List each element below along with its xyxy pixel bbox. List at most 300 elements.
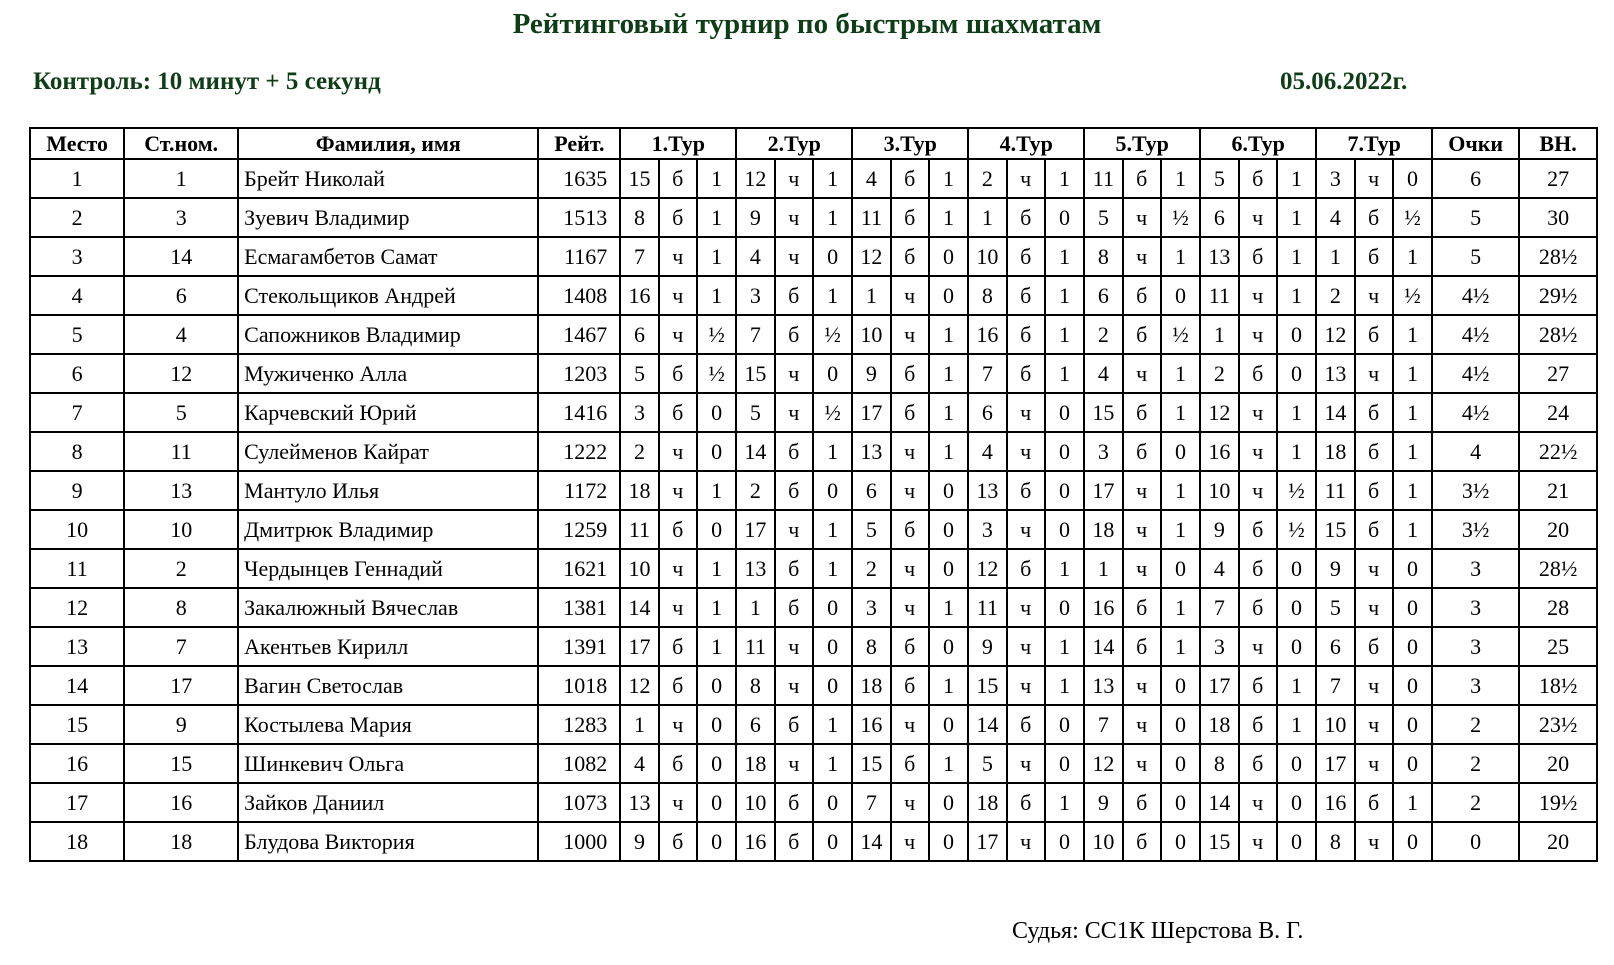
round-7-result-cell: 0 (1393, 549, 1432, 588)
round-1-color-cell: ч (659, 315, 697, 354)
round-3-color-cell: б (891, 237, 929, 276)
round-5-color-cell: б (1123, 783, 1161, 822)
round-7-color-cell: ч (1355, 549, 1393, 588)
place-cell: 6 (30, 354, 124, 393)
round-2-result-cell: 1 (813, 744, 852, 783)
round-4-color-cell: б (1007, 237, 1045, 276)
round-5-color-cell: ч (1123, 237, 1161, 276)
player-name-cell: Акентьев Кирилл (238, 627, 538, 666)
round-4-opponent-cell: 16 (968, 315, 1006, 354)
round-2-opponent-cell: 8 (736, 666, 774, 705)
round-4-color-cell: ч (1007, 432, 1045, 471)
round-7-opponent-cell: 1 (1316, 237, 1354, 276)
round-7-color-cell: ч (1355, 822, 1393, 861)
round-7-color-cell: ч (1355, 354, 1393, 393)
round-3-opponent-cell: 10 (852, 315, 890, 354)
round-1-result-cell: 1 (697, 549, 736, 588)
round-7-opponent-cell: 8 (1316, 822, 1354, 861)
round-6-color-cell: ч (1239, 471, 1277, 510)
header-rating: Рейт. (538, 128, 620, 159)
player-name-cell: Карчевский Юрий (238, 393, 538, 432)
round-3-result-cell: 0 (929, 783, 968, 822)
round-7-opponent-cell: 15 (1316, 510, 1354, 549)
points-cell: 2 (1432, 744, 1519, 783)
rating-cell: 1000 (538, 822, 620, 861)
round-1-opponent-cell: 10 (620, 549, 658, 588)
round-6-color-cell: б (1239, 510, 1277, 549)
round-6-result-cell: 1 (1277, 159, 1316, 198)
round-7-color-cell: ч (1355, 705, 1393, 744)
round-5-opponent-cell: 9 (1084, 783, 1122, 822)
round-7-result-cell: 1 (1393, 393, 1432, 432)
table-row (30, 315, 1597, 354)
round-5-opponent-cell: 8 (1084, 237, 1122, 276)
round-3-color-cell: ч (891, 588, 929, 627)
round-1-opponent-cell: 2 (620, 432, 658, 471)
header-place: Место (30, 128, 124, 159)
round-6-opponent-cell: 18 (1200, 705, 1238, 744)
points-cell: 4½ (1432, 315, 1519, 354)
round-3-opponent-cell: 13 (852, 432, 890, 471)
round-2-color-cell: ч (775, 198, 813, 237)
round-5-color-cell: ч (1123, 705, 1161, 744)
round-3-result-cell: 0 (929, 705, 968, 744)
round-2-result-cell: ½ (813, 393, 852, 432)
round-5-color-cell: ч (1123, 666, 1161, 705)
standings-body (30, 159, 1597, 861)
round-1-color-cell: ч (659, 783, 697, 822)
points-cell: 3 (1432, 666, 1519, 705)
round-5-opponent-cell: 14 (1084, 627, 1122, 666)
round-2-color-cell: ч (775, 666, 813, 705)
header-round-1: 1.Тур (620, 128, 736, 159)
round-5-opponent-cell: 10 (1084, 822, 1122, 861)
points-cell: 4½ (1432, 276, 1519, 315)
round-1-result-cell: 1 (697, 276, 736, 315)
start-number-cell: 6 (124, 276, 238, 315)
round-4-result-cell: 1 (1045, 315, 1084, 354)
header-points: Очки (1432, 128, 1519, 159)
round-1-opponent-cell: 7 (620, 237, 658, 276)
player-name-cell: Мантуло Илья (238, 471, 538, 510)
round-1-color-cell: ч (659, 705, 697, 744)
judge-signature: Судья: СС1К Шерстова В. Г. (1012, 918, 1304, 944)
round-7-opponent-cell: 13 (1316, 354, 1354, 393)
start-number-cell: 10 (124, 510, 238, 549)
round-1-result-cell: 0 (697, 783, 736, 822)
round-2-result-cell: 1 (813, 432, 852, 471)
round-2-color-cell: б (775, 549, 813, 588)
round-3-color-cell: б (891, 159, 929, 198)
points-cell: 4½ (1432, 354, 1519, 393)
round-5-opponent-cell: 15 (1084, 393, 1122, 432)
player-name-cell: Сапожников Владимир (238, 315, 538, 354)
tiebreak-cell: 28½ (1519, 237, 1597, 276)
round-1-opponent-cell: 1 (620, 705, 658, 744)
round-4-opponent-cell: 8 (968, 276, 1006, 315)
tiebreak-cell: 25 (1519, 627, 1597, 666)
table-row (30, 588, 1597, 627)
points-cell: 3 (1432, 588, 1519, 627)
rating-cell: 1416 (538, 393, 620, 432)
table-row (30, 393, 1597, 432)
round-5-color-cell: ч (1123, 198, 1161, 237)
round-2-opponent-cell: 1 (736, 588, 774, 627)
round-5-result-cell: ½ (1161, 198, 1200, 237)
round-4-result-cell: 1 (1045, 354, 1084, 393)
place-cell: 11 (30, 549, 124, 588)
round-6-color-cell: б (1239, 666, 1277, 705)
round-5-color-cell: ч (1123, 471, 1161, 510)
round-7-opponent-cell: 10 (1316, 705, 1354, 744)
round-3-color-cell: ч (891, 705, 929, 744)
round-7-color-cell: ч (1355, 588, 1393, 627)
tiebreak-cell: 22½ (1519, 432, 1597, 471)
round-6-result-cell: 1 (1277, 198, 1316, 237)
round-5-color-cell: б (1123, 432, 1161, 471)
round-5-opponent-cell: 12 (1084, 744, 1122, 783)
round-1-opponent-cell: 9 (620, 822, 658, 861)
round-3-result-cell: 1 (929, 315, 968, 354)
round-5-color-cell: б (1123, 627, 1161, 666)
player-name-cell: Блудова Виктория (238, 822, 538, 861)
round-3-result-cell: 0 (929, 822, 968, 861)
round-2-color-cell: ч (775, 627, 813, 666)
round-3-result-cell: 1 (929, 666, 968, 705)
start-number-cell: 16 (124, 783, 238, 822)
round-2-opponent-cell: 2 (736, 471, 774, 510)
round-2-result-cell: 1 (813, 705, 852, 744)
round-3-opponent-cell: 14 (852, 822, 890, 861)
round-2-opponent-cell: 12 (736, 159, 774, 198)
table-row (30, 705, 1597, 744)
round-6-color-cell: ч (1239, 822, 1277, 861)
player-name-cell: Шинкевич Ольга (238, 744, 538, 783)
round-1-opponent-cell: 15 (620, 159, 658, 198)
round-4-opponent-cell: 7 (968, 354, 1006, 393)
round-2-result-cell: 1 (813, 276, 852, 315)
round-1-color-cell: ч (659, 588, 697, 627)
place-cell: 14 (30, 666, 124, 705)
round-3-color-cell: ч (891, 315, 929, 354)
round-5-color-cell: ч (1123, 510, 1161, 549)
round-2-opponent-cell: 9 (736, 198, 774, 237)
round-1-color-cell: б (659, 822, 697, 861)
round-6-opponent-cell: 15 (1200, 822, 1238, 861)
points-cell: 3 (1432, 627, 1519, 666)
round-6-color-cell: б (1239, 744, 1277, 783)
round-3-result-cell: 0 (929, 627, 968, 666)
round-5-opponent-cell: 2 (1084, 315, 1122, 354)
round-7-result-cell: 0 (1393, 822, 1432, 861)
round-1-color-cell: ч (659, 432, 697, 471)
round-6-result-cell: ½ (1277, 510, 1316, 549)
round-7-result-cell: 0 (1393, 627, 1432, 666)
round-1-opponent-cell: 13 (620, 783, 658, 822)
round-5-opponent-cell: 16 (1084, 588, 1122, 627)
table-row (30, 432, 1597, 471)
round-7-opponent-cell: 7 (1316, 666, 1354, 705)
points-cell: 2 (1432, 783, 1519, 822)
points-cell: 3½ (1432, 471, 1519, 510)
place-cell: 15 (30, 705, 124, 744)
round-2-color-cell: б (775, 432, 813, 471)
round-1-opponent-cell: 17 (620, 627, 658, 666)
round-1-result-cell: 0 (697, 510, 736, 549)
start-number-cell: 17 (124, 666, 238, 705)
round-7-result-cell: ½ (1393, 198, 1432, 237)
round-1-color-cell: ч (659, 276, 697, 315)
round-3-result-cell: 1 (929, 198, 968, 237)
round-2-color-cell: б (775, 276, 813, 315)
round-3-opponent-cell: 1 (852, 276, 890, 315)
round-6-result-cell: 0 (1277, 783, 1316, 822)
place-cell: 4 (30, 276, 124, 315)
round-1-color-cell: ч (659, 471, 697, 510)
round-1-color-cell: б (659, 159, 697, 198)
start-number-cell: 11 (124, 432, 238, 471)
rating-cell: 1408 (538, 276, 620, 315)
round-2-result-cell: ½ (813, 315, 852, 354)
round-4-result-cell: 0 (1045, 393, 1084, 432)
round-7-result-cell: 0 (1393, 705, 1432, 744)
round-2-result-cell: 0 (813, 588, 852, 627)
round-7-result-cell: 1 (1393, 315, 1432, 354)
start-number-cell: 1 (124, 159, 238, 198)
table-row (30, 198, 1597, 237)
round-5-color-cell: ч (1123, 744, 1161, 783)
round-7-result-cell: 1 (1393, 237, 1432, 276)
round-1-opponent-cell: 14 (620, 588, 658, 627)
round-3-color-cell: ч (891, 783, 929, 822)
table-row (30, 276, 1597, 315)
round-5-color-cell: б (1123, 276, 1161, 315)
round-5-result-cell: 1 (1161, 510, 1200, 549)
start-number-cell: 5 (124, 393, 238, 432)
round-6-result-cell: 0 (1277, 822, 1316, 861)
header-name: Фамилия, имя (238, 128, 538, 159)
round-4-opponent-cell: 9 (968, 627, 1006, 666)
tiebreak-cell: 29½ (1519, 276, 1597, 315)
round-1-result-cell: 0 (697, 744, 736, 783)
round-3-result-cell: 0 (929, 549, 968, 588)
points-cell: 4½ (1432, 393, 1519, 432)
tiebreak-cell: 27 (1519, 354, 1597, 393)
round-4-opponent-cell: 13 (968, 471, 1006, 510)
round-4-color-cell: ч (1007, 744, 1045, 783)
header-round-4: 4.Тур (968, 128, 1084, 159)
round-6-color-cell: б (1239, 549, 1277, 588)
round-2-color-cell: б (775, 783, 813, 822)
round-7-result-cell: 1 (1393, 510, 1432, 549)
round-3-opponent-cell: 9 (852, 354, 890, 393)
round-1-result-cell: 1 (697, 627, 736, 666)
round-5-result-cell: 0 (1161, 744, 1200, 783)
round-7-color-cell: б (1355, 471, 1393, 510)
round-5-result-cell: 1 (1161, 393, 1200, 432)
rating-cell: 1172 (538, 471, 620, 510)
round-2-color-cell: б (775, 471, 813, 510)
round-2-result-cell: 0 (813, 783, 852, 822)
round-5-opponent-cell: 13 (1084, 666, 1122, 705)
rating-cell: 1167 (538, 237, 620, 276)
round-4-color-cell: ч (1007, 822, 1045, 861)
table-row (30, 627, 1597, 666)
round-2-result-cell: 0 (813, 666, 852, 705)
round-4-color-cell: ч (1007, 666, 1045, 705)
round-4-result-cell: 1 (1045, 627, 1084, 666)
round-6-color-cell: ч (1239, 432, 1277, 471)
header-tiebreak: ВН. (1519, 128, 1597, 159)
round-1-result-cell: 1 (697, 198, 736, 237)
points-cell: 5 (1432, 198, 1519, 237)
player-name-cell: Закалюжный Вячеслав (238, 588, 538, 627)
round-2-result-cell: 0 (813, 471, 852, 510)
round-6-result-cell: 0 (1277, 315, 1316, 354)
player-name-cell: Костылева Мария (238, 705, 538, 744)
round-3-result-cell: 1 (929, 393, 968, 432)
round-1-result-cell: 1 (697, 471, 736, 510)
place-cell: 18 (30, 822, 124, 861)
rating-cell: 1391 (538, 627, 620, 666)
round-3-result-cell: 1 (929, 432, 968, 471)
round-3-color-cell: ч (891, 432, 929, 471)
round-5-result-cell: 1 (1161, 588, 1200, 627)
round-4-opponent-cell: 17 (968, 822, 1006, 861)
tiebreak-cell: 20 (1519, 822, 1597, 861)
round-7-result-cell: 0 (1393, 588, 1432, 627)
round-3-result-cell: 1 (929, 354, 968, 393)
round-2-color-cell: б (775, 588, 813, 627)
round-4-result-cell: 0 (1045, 744, 1084, 783)
round-4-result-cell: 1 (1045, 237, 1084, 276)
round-3-color-cell: ч (891, 549, 929, 588)
place-cell: 7 (30, 393, 124, 432)
round-2-result-cell: 1 (813, 510, 852, 549)
place-cell: 8 (30, 432, 124, 471)
round-6-opponent-cell: 6 (1200, 198, 1238, 237)
round-6-opponent-cell: 8 (1200, 744, 1238, 783)
round-7-color-cell: б (1355, 432, 1393, 471)
rating-cell: 1203 (538, 354, 620, 393)
round-3-opponent-cell: 2 (852, 549, 890, 588)
round-3-opponent-cell: 12 (852, 237, 890, 276)
round-3-color-cell: ч (891, 822, 929, 861)
round-6-opponent-cell: 16 (1200, 432, 1238, 471)
round-7-result-cell: 0 (1393, 744, 1432, 783)
round-2-opponent-cell: 6 (736, 705, 774, 744)
round-1-result-cell: 0 (697, 666, 736, 705)
round-4-color-cell: б (1007, 198, 1045, 237)
round-2-color-cell: б (775, 315, 813, 354)
round-5-result-cell: 1 (1161, 159, 1200, 198)
round-1-color-cell: ч (659, 237, 697, 276)
player-name-cell: Чердынцев Геннадий (238, 549, 538, 588)
round-5-result-cell: 0 (1161, 822, 1200, 861)
round-6-result-cell: 0 (1277, 354, 1316, 393)
round-2-color-cell: ч (775, 237, 813, 276)
round-3-opponent-cell: 16 (852, 705, 890, 744)
round-4-result-cell: 1 (1045, 549, 1084, 588)
header-round-5: 5.Тур (1084, 128, 1200, 159)
round-1-opponent-cell: 18 (620, 471, 658, 510)
round-7-color-cell: ч (1355, 666, 1393, 705)
round-5-result-cell: 1 (1161, 354, 1200, 393)
place-cell: 9 (30, 471, 124, 510)
round-7-opponent-cell: 14 (1316, 393, 1354, 432)
round-2-color-cell: ч (775, 744, 813, 783)
round-7-color-cell: ч (1355, 744, 1393, 783)
rating-cell: 1082 (538, 744, 620, 783)
round-1-result-cell: 0 (697, 705, 736, 744)
points-cell: 3½ (1432, 510, 1519, 549)
round-5-color-cell: ч (1123, 354, 1161, 393)
tiebreak-cell: 20 (1519, 744, 1597, 783)
place-cell: 13 (30, 627, 124, 666)
round-1-opponent-cell: 5 (620, 354, 658, 393)
round-4-opponent-cell: 14 (968, 705, 1006, 744)
round-4-opponent-cell: 15 (968, 666, 1006, 705)
round-1-result-cell: ½ (697, 315, 736, 354)
round-6-opponent-cell: 4 (1200, 549, 1238, 588)
rating-cell: 1283 (538, 705, 620, 744)
tiebreak-cell: 19½ (1519, 783, 1597, 822)
round-6-opponent-cell: 1 (1200, 315, 1238, 354)
table-row (30, 666, 1597, 705)
round-6-opponent-cell: 12 (1200, 393, 1238, 432)
round-7-result-cell: 0 (1393, 159, 1432, 198)
round-3-result-cell: 0 (929, 276, 968, 315)
round-1-color-cell: ч (659, 549, 697, 588)
round-3-opponent-cell: 4 (852, 159, 890, 198)
round-4-color-cell: б (1007, 549, 1045, 588)
round-2-opponent-cell: 10 (736, 783, 774, 822)
round-7-opponent-cell: 4 (1316, 198, 1354, 237)
round-4-color-cell: б (1007, 276, 1045, 315)
round-2-color-cell: б (775, 705, 813, 744)
round-3-color-cell: ч (891, 471, 929, 510)
round-5-color-cell: б (1123, 822, 1161, 861)
player-name-cell: Дмитрюк Владимир (238, 510, 538, 549)
header-round-3: 3.Тур (852, 128, 968, 159)
round-4-result-cell: 0 (1045, 705, 1084, 744)
standings-table (29, 127, 1598, 862)
round-2-opponent-cell: 7 (736, 315, 774, 354)
round-3-result-cell: 0 (929, 510, 968, 549)
round-7-opponent-cell: 9 (1316, 549, 1354, 588)
player-name-cell: Мужиченко Алла (238, 354, 538, 393)
round-6-color-cell: ч (1239, 198, 1277, 237)
round-7-result-cell: 0 (1393, 666, 1432, 705)
points-cell: 2 (1432, 705, 1519, 744)
round-3-opponent-cell: 18 (852, 666, 890, 705)
player-name-cell: Вагин Светослав (238, 666, 538, 705)
tiebreak-cell: 23½ (1519, 705, 1597, 744)
round-4-result-cell: 0 (1045, 198, 1084, 237)
round-4-color-cell: б (1007, 705, 1045, 744)
round-4-color-cell: ч (1007, 627, 1045, 666)
round-3-result-cell: 1 (929, 588, 968, 627)
round-1-result-cell: 1 (697, 159, 736, 198)
table-row (30, 237, 1597, 276)
round-7-color-cell: б (1355, 510, 1393, 549)
round-1-color-cell: б (659, 627, 697, 666)
table-row (30, 471, 1597, 510)
start-number-cell: 3 (124, 198, 238, 237)
round-4-result-cell: 1 (1045, 159, 1084, 198)
round-7-color-cell: ч (1355, 159, 1393, 198)
round-2-color-cell: ч (775, 510, 813, 549)
